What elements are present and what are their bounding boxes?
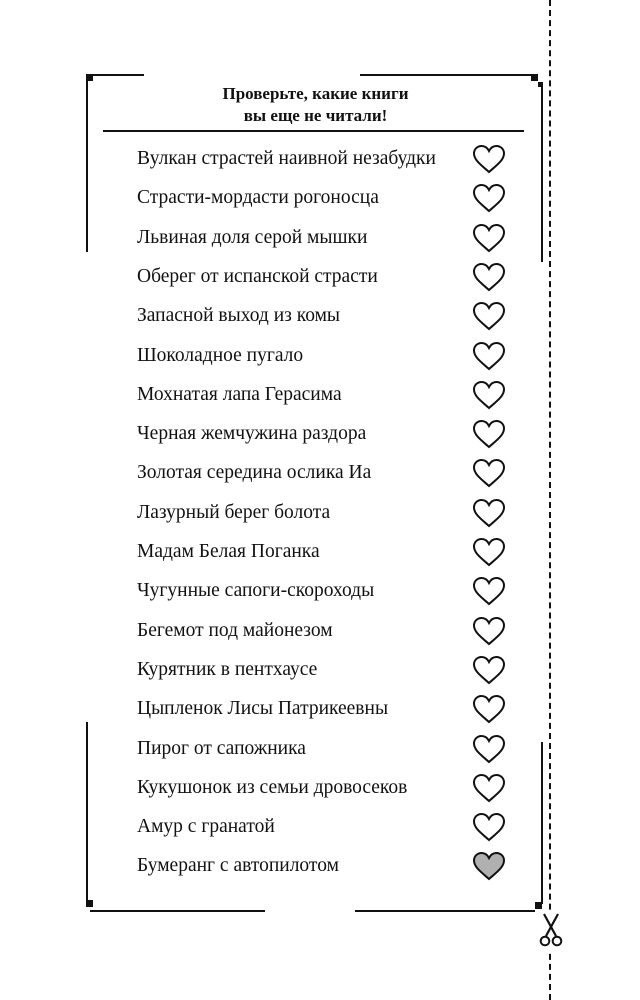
book-title: Цыпленок Лисы Патрикеевны xyxy=(137,698,389,720)
frame-bottom-right-line xyxy=(355,910,535,912)
book-title: Золотая середина ослика Иа xyxy=(137,462,372,484)
heart-icon[interactable] xyxy=(472,419,506,450)
book-title: Кукушонок из семьи дровосеков xyxy=(137,776,408,798)
frame-top-right-line xyxy=(360,74,535,76)
list-item xyxy=(0,258,640,297)
heart-icon[interactable] xyxy=(472,773,506,804)
list-item xyxy=(0,140,640,179)
heart-icon[interactable] xyxy=(472,851,506,882)
heart-icon[interactable] xyxy=(472,380,506,411)
frame-corner-top-right xyxy=(531,74,538,81)
list-item xyxy=(0,612,640,651)
heart-icon[interactable] xyxy=(472,458,506,489)
book-title: Лазурный берег болота xyxy=(137,501,331,523)
book-title: Вулкан страстей наивной незабудки xyxy=(137,148,436,169)
book-title: Запасной выход из комы xyxy=(137,305,341,327)
list-item xyxy=(0,651,640,690)
page-title-line-1: Проверьте, какие книги xyxy=(222,84,409,103)
list-item xyxy=(0,847,640,886)
list-item xyxy=(0,730,640,769)
book-title: Страсти-мордасти рогоносца xyxy=(137,187,379,209)
heart-icon[interactable] xyxy=(472,498,506,529)
list-item xyxy=(0,297,640,336)
list-item xyxy=(0,337,640,376)
page-title xyxy=(103,83,528,127)
book-title: Бумеранг с автопилотом xyxy=(137,855,339,877)
heart-icon[interactable] xyxy=(472,537,506,568)
book-title: Чугунные сапоги-скороходы xyxy=(137,580,375,602)
cut-line xyxy=(549,0,551,1000)
list-item xyxy=(0,494,640,533)
list-item xyxy=(0,533,640,572)
heart-icon[interactable] xyxy=(472,655,506,686)
book-title: Черная жемчужина раздора xyxy=(137,423,367,445)
heart-icon[interactable] xyxy=(472,144,506,175)
list-item xyxy=(0,690,640,729)
book-title: Шоколадное пугало xyxy=(137,344,304,366)
book-title: Курятник в пентхаусе xyxy=(137,658,318,680)
list-item xyxy=(0,808,640,847)
book-title: Оберег от испанской страсти xyxy=(137,265,378,287)
heart-icon[interactable] xyxy=(472,223,506,254)
list-item xyxy=(0,769,640,808)
heart-icon[interactable] xyxy=(472,262,506,293)
list-item xyxy=(0,454,640,493)
list-item xyxy=(0,415,640,454)
book-title: Львиная доля серой мышки xyxy=(137,226,368,248)
list-item xyxy=(0,179,640,218)
frame-corner-bottom-right xyxy=(535,902,542,909)
heart-icon[interactable] xyxy=(472,734,506,765)
list-item xyxy=(0,376,640,415)
heart-icon[interactable] xyxy=(472,301,506,332)
frame-top-left-line xyxy=(90,74,144,76)
book-title: Амур с гранатой xyxy=(137,816,275,838)
page-title-line-2: вы еще не читали! xyxy=(243,106,388,125)
scissors-icon xyxy=(536,910,566,950)
frame-bottom-left-line xyxy=(90,910,265,912)
list-item xyxy=(0,572,640,611)
header-divider xyxy=(103,130,524,132)
heart-icon[interactable] xyxy=(472,812,506,843)
list-item xyxy=(0,219,640,258)
heart-icon[interactable] xyxy=(472,183,506,214)
frame-corner-bottom-left xyxy=(86,900,93,907)
book-title: Пирог от сапожника xyxy=(137,737,306,759)
heart-icon[interactable] xyxy=(472,576,506,607)
book-title: Мохнатая лапа Герасима xyxy=(137,383,342,405)
heart-icon[interactable] xyxy=(472,341,506,372)
heart-icon[interactable] xyxy=(472,694,506,725)
book-title: Бегемот под майонезом xyxy=(137,619,333,641)
heart-icon[interactable] xyxy=(472,616,506,647)
book-title: Мадам Белая Поганка xyxy=(137,541,320,562)
